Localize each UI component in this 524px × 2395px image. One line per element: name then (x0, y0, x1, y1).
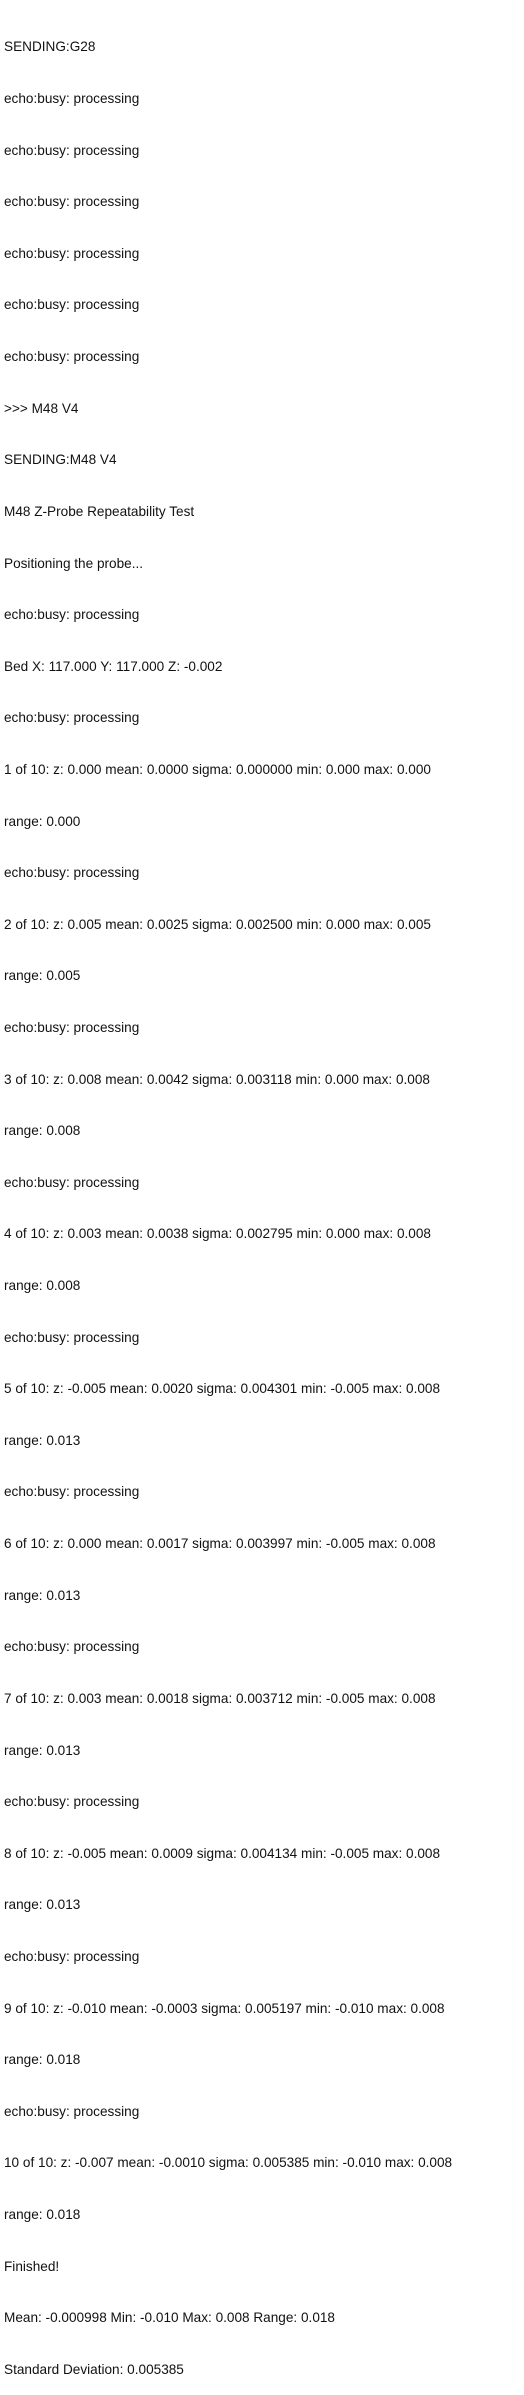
console-line: 4 of 10: z: 0.003 mean: 0.0038 sigma: 0.002795 min: 0.000 max: 0.008 (4, 1226, 431, 1242)
console-line: range: 0.000 (4, 813, 81, 829)
console-line: 1 of 10: z: 0.000 mean: 0.0000 sigma: 0.000000 min: 0.000 max: 0.000 (4, 761, 431, 777)
console-line: echo:busy: processing (4, 1019, 140, 1035)
console-line: SENDING:G28 (4, 39, 96, 55)
console-line: echo:busy: processing (4, 1794, 140, 1810)
console-line: echo:busy: processing (4, 1329, 140, 1345)
console-line: range: 0.013 (4, 1587, 81, 1603)
console-line: echo:busy: processing (4, 142, 140, 158)
console-line: echo:busy: processing (4, 349, 140, 365)
console-line: 2 of 10: z: 0.005 mean: 0.0025 sigma: 0.002500 min: 0.000 max: 0.005 (4, 916, 431, 932)
console-line: range: 0.005 (4, 968, 81, 984)
console-line: range: 0.013 (4, 1742, 81, 1758)
console-line: echo:busy: processing (4, 710, 140, 726)
console-line: Finished! (4, 2258, 60, 2274)
console-line: Mean: -0.000998 Min: -0.010 Max: 0.008 Range: 0.018 (4, 2310, 335, 2326)
console-line: range: 0.008 (4, 1278, 81, 1294)
console-line: echo:busy: processing (4, 2103, 140, 2119)
console-line: Bed X: 117.000 Y: 117.000 Z: -0.002 (4, 658, 223, 674)
console-line: echo:busy: processing (4, 865, 140, 881)
console-line: echo:busy: processing (4, 1639, 140, 1655)
console-line: 6 of 10: z: 0.000 mean: 0.0017 sigma: 0.003997 min: -0.005 max: 0.008 (4, 1536, 436, 1552)
console-line: echo:busy: processing (4, 607, 140, 623)
console-line: range: 0.008 (4, 1123, 81, 1139)
console-line: echo:busy: processing (4, 91, 140, 107)
console-line: 10 of 10: z: -0.007 mean: -0.0010 sigma: 0.005385 min: -0.010 max: 0.008 (4, 2155, 453, 2171)
console-line: 7 of 10: z: 0.003 mean: 0.0018 sigma: 0.003712 min: -0.005 max: 0.008 (4, 1690, 436, 1706)
console-line: echo:busy: processing (4, 1948, 140, 1964)
console-line: range: 0.018 (4, 2052, 81, 2068)
console-line: >>> M48 V4 (4, 400, 79, 416)
console-line: echo:busy: processing (4, 1484, 140, 1500)
console-line: M48 Z-Probe Repeatability Test (4, 503, 195, 519)
console-line: 8 of 10: z: -0.005 mean: 0.0009 sigma: 0.004134 min: -0.005 max: 0.008 (4, 1845, 441, 1861)
console-line: Standard Deviation: 0.005385 (4, 2361, 184, 2377)
console-line: Positioning the probe... (4, 555, 144, 571)
console-line: 9 of 10: z: -0.010 mean: -0.0003 sigma: 0.005197 min: -0.010 max: 0.008 (4, 2000, 445, 2016)
console-line: echo:busy: processing (4, 1174, 140, 1190)
console-line: SENDING:M48 V4 (4, 452, 117, 468)
console-line: echo:busy: processing (4, 297, 140, 313)
console-line: range: 0.018 (4, 2207, 81, 2222)
console-line: 3 of 10: z: 0.008 mean: 0.0042 sigma: 0.003118 min: 0.000 max: 0.008 (4, 1071, 430, 1087)
console-line: echo:busy: processing (4, 245, 140, 261)
console-line: 5 of 10: z: -0.005 mean: 0.0020 sigma: 0.004301 min: -0.005 max: 0.008 (4, 1381, 441, 1397)
console-line: echo:busy: processing (4, 194, 140, 210)
console-line: range: 0.013 (4, 1432, 81, 1448)
console-line: range: 0.013 (4, 1897, 81, 1913)
